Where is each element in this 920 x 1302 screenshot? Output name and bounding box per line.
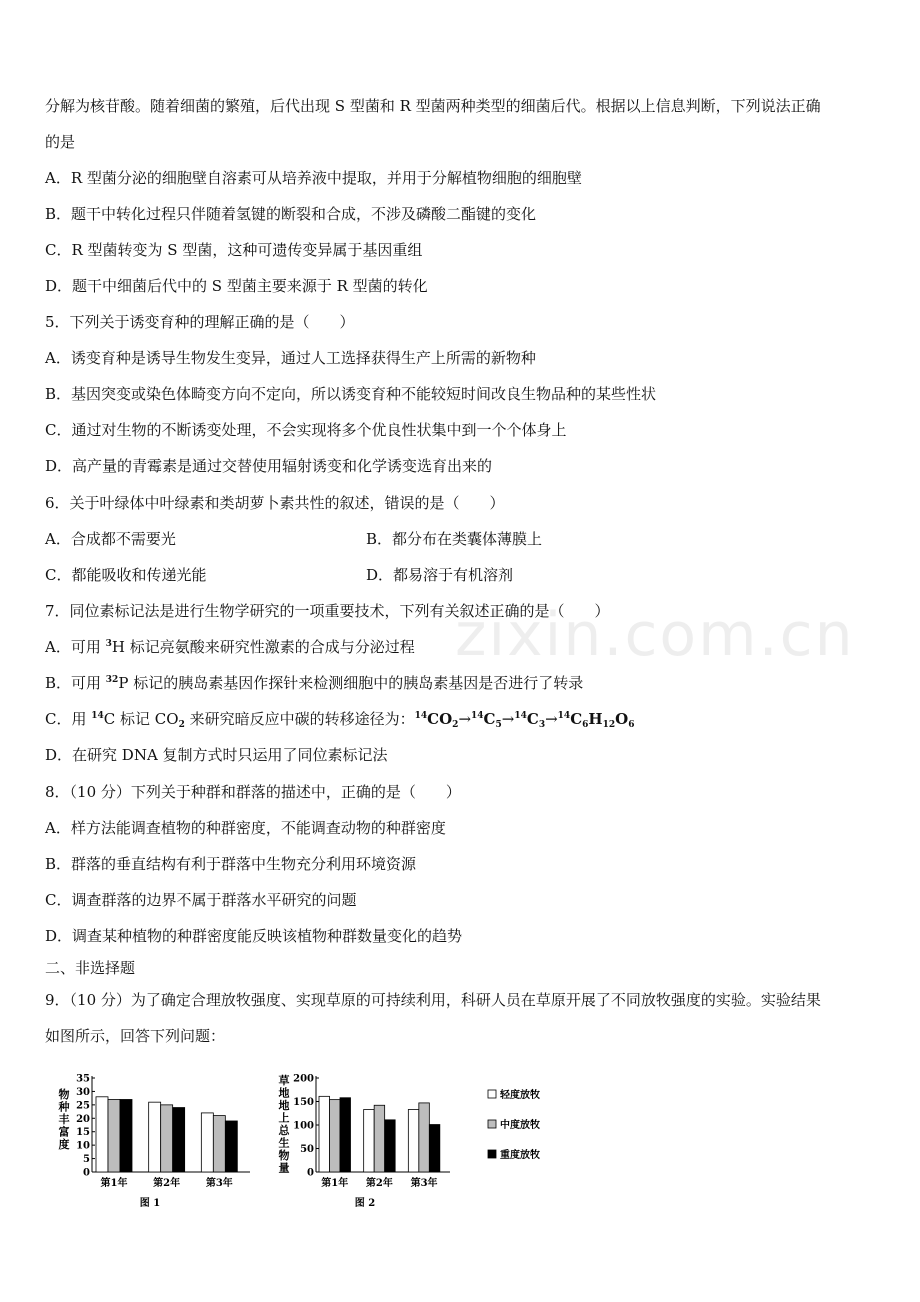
y-tick-label: 30: [76, 1086, 90, 1098]
q5-option-b: B．基因突变或染色体畸变方向不定向，所以诱变育种不能较短时间改良生物品种的某些性状: [45, 385, 657, 403]
superscript: 14: [557, 711, 571, 721]
question-8: 8．（10 分）下列关于种群和群落的描述中，正确的是（ ）: [45, 783, 461, 801]
arrow: →: [545, 710, 558, 728]
y-axis-label-char: 生: [278, 1136, 290, 1150]
subscript: 2: [178, 720, 185, 730]
superscript: 14: [414, 711, 428, 721]
q6-option-a: A．合成都不需要光: [45, 530, 176, 548]
x-tick-label: 第2年: [365, 1178, 393, 1189]
chart-figure-2: [270, 1068, 570, 1216]
text-span: A．可用: [45, 638, 106, 656]
bar: [408, 1109, 419, 1172]
q8-option-d: D．调查某种植物的种群密度能反映该植物种群数量变化的趋势: [45, 927, 463, 945]
q4-option-a: A．R 型菌分泌的细胞壁自溶素可从培养液中提取，并用于分解植物细胞的细胞壁: [45, 169, 582, 187]
q7-option-b: [45, 673, 583, 693]
superscript: 3: [105, 639, 112, 649]
q5-option-a: A．诱变育种是诱导生物发生变异，通过人工选择获得生产上所需的新物种: [45, 349, 536, 367]
bar: [385, 1120, 396, 1172]
superscript: 14: [514, 711, 527, 721]
superscript: 14: [471, 711, 484, 721]
text-span: P 标记的胰岛素基因作探针来检测细胞中的胰岛素基因是否进行了转录: [118, 674, 584, 692]
question-7: 7．同位素标记法是进行生物学研究的一项重要技术，下列有关叙述正确的是（ ）: [45, 602, 610, 620]
question-9-cont: 如图所示，回答下列问题：: [45, 1027, 226, 1045]
x-tick-label: 第1年: [100, 1178, 128, 1189]
section-heading: 二、非选择题: [45, 959, 136, 977]
legend-label: 重度放牧: [500, 1150, 540, 1161]
formula: H: [588, 710, 603, 728]
bar: [120, 1099, 132, 1172]
q8-option-c: C．调查群落的边界不属于群落水平研究的问题: [45, 891, 357, 909]
q8-option-b: B．群落的垂直结构有利于群落中生物充分利用环境资源: [45, 855, 417, 873]
superscript: 14: [91, 711, 104, 721]
text-span: C．用: [45, 710, 92, 728]
q4-option-b: B．题干中转化过程只伴随着氢键的断裂和合成，不涉及磷酸二酯键的变化: [45, 205, 537, 223]
y-tick-label: 35: [76, 1073, 90, 1085]
y-axis-label-char: 草: [278, 1074, 290, 1087]
q6-option-c: C．都能吸收和传递光能: [45, 566, 207, 584]
bar: [419, 1103, 430, 1172]
chart-title: 图 1: [139, 1198, 161, 1209]
y-tick-label: 50: [300, 1144, 314, 1155]
subscript: 12: [602, 720, 616, 730]
text-span: H 标记亮氨酸来研究性激素的合成与分泌过程: [111, 638, 415, 656]
bar: [108, 1099, 120, 1172]
q5-option-c: C．通过对生物的不断诱变处理，不会实现将多个优良性状集中到一个个体身上: [45, 421, 567, 439]
y-tick-label: 10: [76, 1140, 90, 1152]
paragraph-line: 的是: [45, 133, 76, 151]
legend-swatch: [488, 1150, 496, 1158]
y-axis-label-char: 度: [58, 1138, 70, 1151]
bar: [96, 1097, 108, 1172]
y-tick-label: 25: [76, 1100, 90, 1112]
q6-option-b: B．都分布在类囊体薄膜上: [366, 530, 543, 548]
subscript: 5: [495, 720, 502, 730]
chart-title: 图 2: [354, 1198, 376, 1209]
legend-swatch: [488, 1090, 496, 1098]
subscript: 3: [538, 720, 546, 730]
y-axis-label-char: 富: [58, 1125, 70, 1139]
arrow: →: [501, 710, 515, 728]
formula: C: [570, 710, 583, 728]
bar: [161, 1105, 173, 1172]
q4-option-d: D．题干中细菌后代中的 S 型菌主要来源于 R 型菌的转化: [45, 277, 428, 295]
legend-swatch: [488, 1120, 496, 1128]
watermark: zixin.com.cn: [455, 600, 855, 670]
q7-option-a: [45, 637, 415, 657]
legend-label: 中度放牧: [500, 1120, 540, 1131]
y-axis-label-char: 上: [278, 1111, 290, 1125]
formula: C: [483, 710, 496, 728]
q5-option-d: D．高产量的青霉素是通过交替使用辐射诱变和化学诱变选育出来的: [45, 457, 493, 475]
x-tick-label: 第3年: [410, 1178, 438, 1189]
y-axis-label-char: 丰: [58, 1113, 70, 1126]
paragraph-line: 分解为核苷酸。随着细菌的繁殖，后代出现 S 型菌和 R 型菌两种类型的细菌后代。根据以上信息判断，下列说法正确: [45, 97, 821, 115]
question-9: 9．（10 分）为了确定合理放牧强度、实现草原的可持续利用，科研人员在草原开展了不同放牧强度的实验。实验结果: [45, 991, 821, 1009]
q8-option-a: A．样方法能调查植物的种群密度，不能调查动物的种群密度: [45, 819, 446, 837]
x-tick-label: 第3年: [205, 1178, 233, 1189]
y-axis-label-char: 物: [278, 1149, 290, 1162]
subscript: 6: [628, 720, 635, 730]
bar: [213, 1116, 225, 1172]
chart-figure-1: [50, 1068, 265, 1216]
y-tick-label: 100: [293, 1120, 314, 1132]
q6-option-d: D．都易溶于有机溶剂: [366, 566, 514, 584]
bar: [364, 1109, 375, 1172]
q7-option-c: [45, 709, 634, 729]
y-axis-label-char: 地: [278, 1086, 290, 1100]
y-axis-label-char: 量: [278, 1161, 290, 1175]
y-tick-label: 15: [76, 1127, 90, 1139]
y-tick-label: 150: [293, 1097, 314, 1108]
subscript: 6: [582, 720, 589, 730]
x-tick-label: 第2年: [153, 1178, 181, 1189]
bar: [149, 1102, 161, 1172]
y-tick-label: 5: [83, 1154, 90, 1166]
y-axis-label-char: 物: [58, 1088, 70, 1101]
x-tick-label: 第1年: [321, 1178, 349, 1189]
superscript: 32: [105, 675, 119, 685]
bar: [429, 1125, 440, 1172]
q7-option-d: D．在研究 DNA 复制方式时只运用了同位素标记法: [45, 746, 388, 764]
bar: [201, 1113, 213, 1172]
bar: [319, 1096, 330, 1172]
y-tick-label: 0: [83, 1167, 90, 1179]
y-axis-label-char: 总: [278, 1124, 290, 1137]
formula: C: [526, 710, 539, 728]
text-span: B．可用: [45, 674, 106, 692]
subscript: 2: [452, 720, 459, 730]
y-tick-label: 0: [307, 1167, 314, 1179]
y-tick-label: 200: [293, 1073, 314, 1085]
bar: [173, 1108, 185, 1172]
legend-label: 轻度放牧: [500, 1090, 540, 1101]
arrow: →: [458, 710, 472, 728]
formula: O: [615, 710, 629, 728]
y-axis-label-char: 种: [58, 1100, 70, 1114]
y-axis-label-char: 地: [278, 1099, 290, 1112]
question-6: 6．关于叶绿体中叶绿素和类胡萝卜素共性的叙述，错误的是（ ）: [45, 494, 505, 512]
question-5: 5．下列关于诱变育种的理解正确的是（ ）: [45, 313, 355, 331]
text-span: 来研究暗反应中碳的转移途径为：: [184, 710, 415, 728]
bar: [340, 1098, 351, 1172]
formula: CO: [427, 710, 453, 728]
bar: [225, 1121, 237, 1172]
y-tick-label: 20: [76, 1113, 90, 1125]
q4-option-c: C．R 型菌转变为 S 型菌，这种可遗传变异属于基因重组: [45, 241, 423, 259]
bar: [330, 1100, 341, 1172]
text-span: C 标记 CO: [103, 710, 179, 728]
bar: [374, 1105, 385, 1172]
